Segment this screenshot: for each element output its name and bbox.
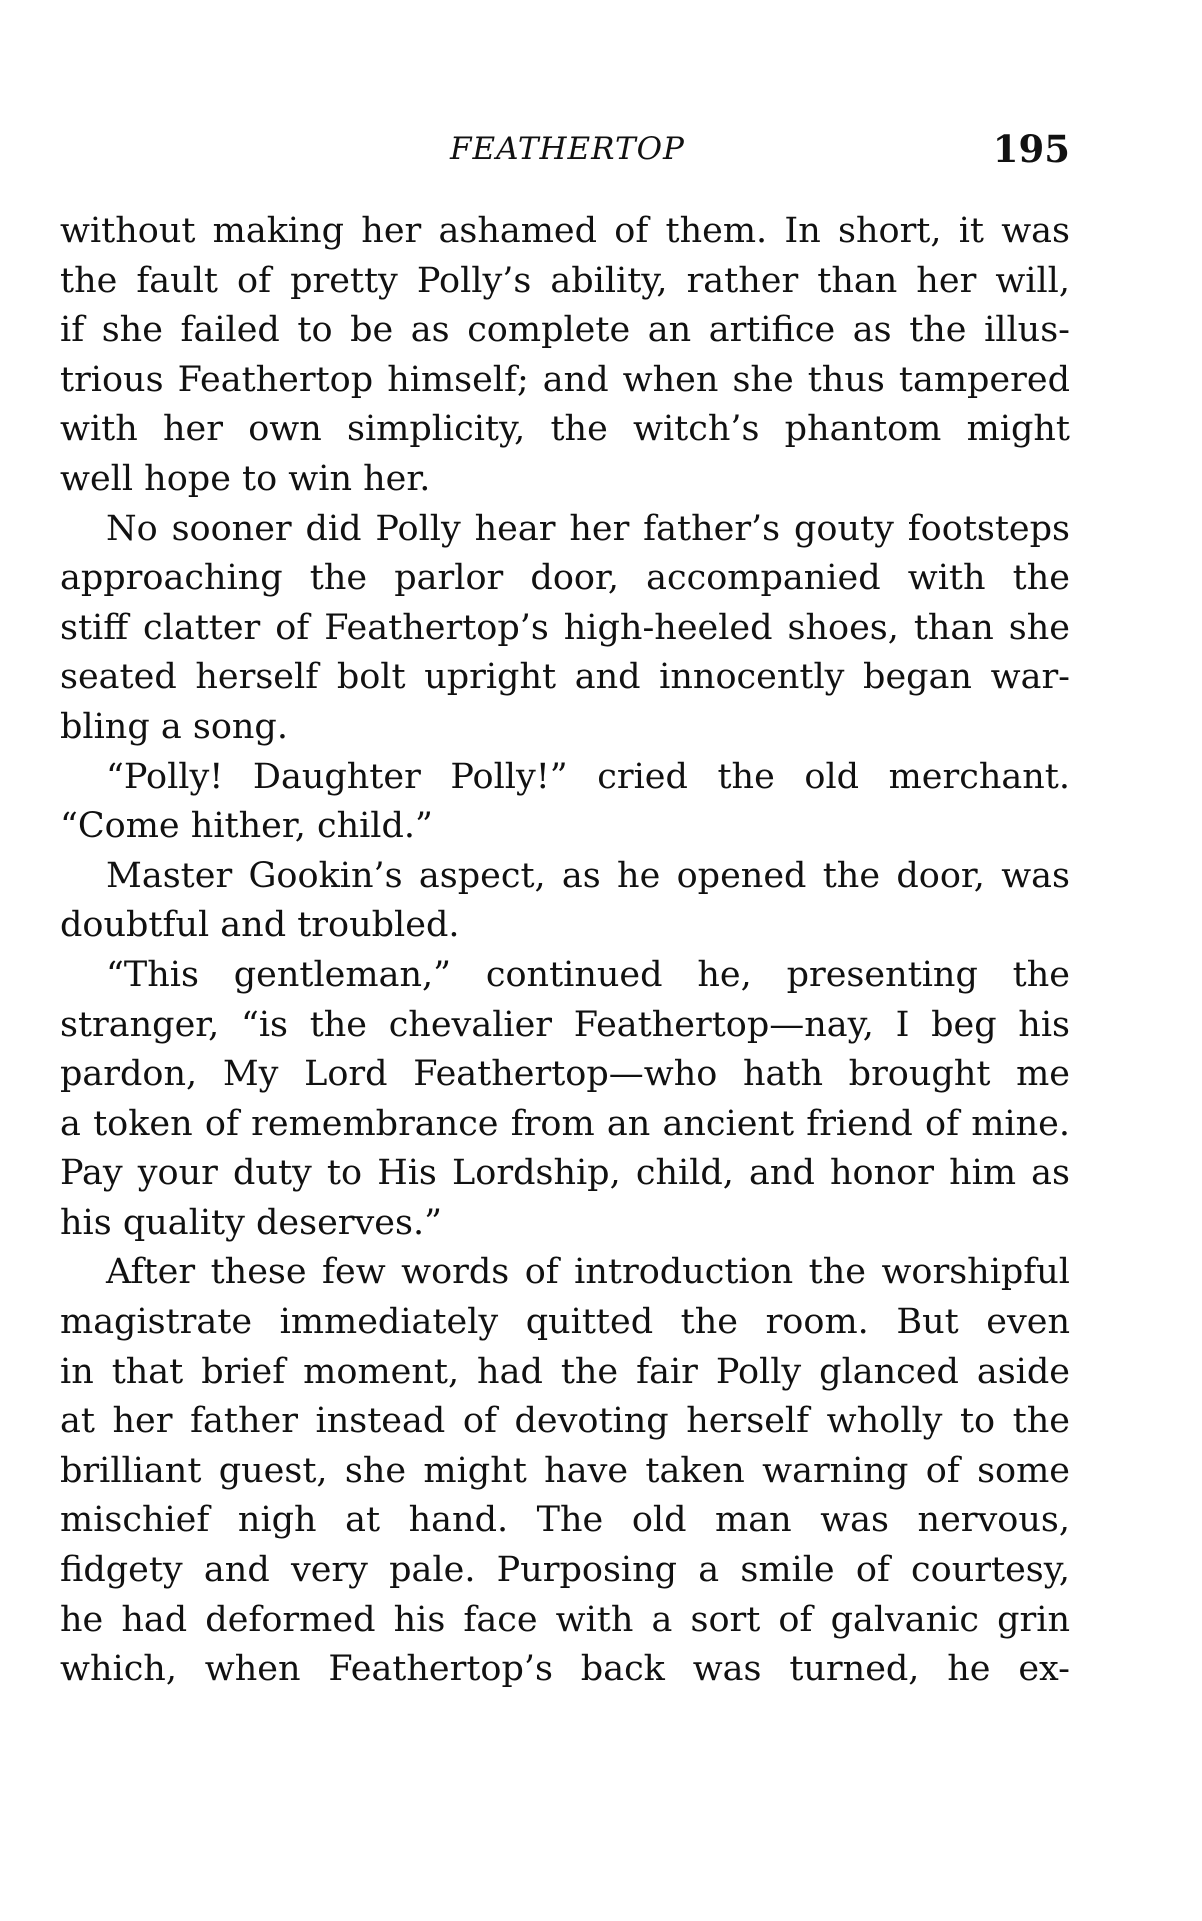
text-line: magistrate immediately quitted the room. But even <box>60 1302 1070 1343</box>
text-line: well hope to win her. <box>60 458 431 499</box>
text-line: doubtful and troubled. <box>60 905 460 946</box>
text-line: No sooner did Polly hear her father’s gouty footsteps <box>106 508 1070 549</box>
body-text <box>60 207 1070 1695</box>
text-line: “Come hither, child.” <box>60 806 433 847</box>
text-line: fidgety and very pale. Purposing a smile of courtesy, <box>60 1550 1070 1591</box>
text-line: a token of remembrance from an ancient friend of mine. <box>60 1103 1070 1144</box>
text-line: without making her ashamed of them. In short, it was <box>60 211 1070 251</box>
text-line: approaching the parlor door, accompanied with the <box>60 558 1070 599</box>
page-header <box>60 124 1070 174</box>
paragraph <box>60 951 1070 1249</box>
text-line: “Polly! Daughter Polly!” cried the old merchant. <box>106 756 1070 797</box>
text-line: if she failed to be as complete an artifice as the illus- <box>60 310 1070 351</box>
text-line: seated herself bolt upright and innocently began war- <box>60 657 1070 698</box>
text-line: Master Gookin’s aspect, as he opened the door, was <box>106 855 1070 896</box>
text-line: pardon, My Lord Feathertop—who hath brought me <box>60 1054 1070 1095</box>
text-line: After these few words of introduction the worshipful <box>106 1252 1070 1293</box>
paragraph <box>60 852 1070 951</box>
text-line: the fault of pretty Polly’s ability, rather than her will, <box>60 260 1070 301</box>
page-number: 195 <box>992 127 1070 171</box>
text-line: with her own simplicity, the witch’s phantom might <box>60 409 1070 450</box>
text-line: “This gentleman,” continued he, presenting the <box>106 954 1070 995</box>
text-line: at her father instead of devoting herself wholly to the <box>60 1401 1070 1442</box>
text-line: which, when Feathertop’s back was turned, he ex- <box>60 1649 1070 1690</box>
text-line: his quality deserves.” <box>60 1202 442 1243</box>
text-line: he had deformed his face with a sort of galvanic grin <box>60 1599 1070 1640</box>
paragraph <box>60 207 1070 505</box>
text-line: in that brief moment, had the fair Polly glanced aside <box>60 1351 1070 1392</box>
text-line: bling a song. <box>60 706 288 747</box>
text-line: stiff clatter of Feathertop’s high-heeled shoes, than she <box>60 607 1070 648</box>
paragraph <box>60 753 1070 852</box>
paragraph <box>60 1248 1070 1694</box>
paragraph <box>60 505 1070 753</box>
text-line: Pay your duty to His Lordship, child, and honor him as <box>60 1153 1070 1194</box>
running-title: FEATHERTOP <box>450 131 685 167</box>
text-line: stranger, “is the chevalier Feathertop—nay, I beg his <box>60 1004 1070 1045</box>
text-line: trious Feathertop himself; and when she thus tampered <box>60 359 1070 400</box>
text-line: brilliant guest, she might have taken warning of some <box>60 1450 1070 1491</box>
text-line: mischief nigh at hand. The old man was nervous, <box>60 1500 1070 1541</box>
